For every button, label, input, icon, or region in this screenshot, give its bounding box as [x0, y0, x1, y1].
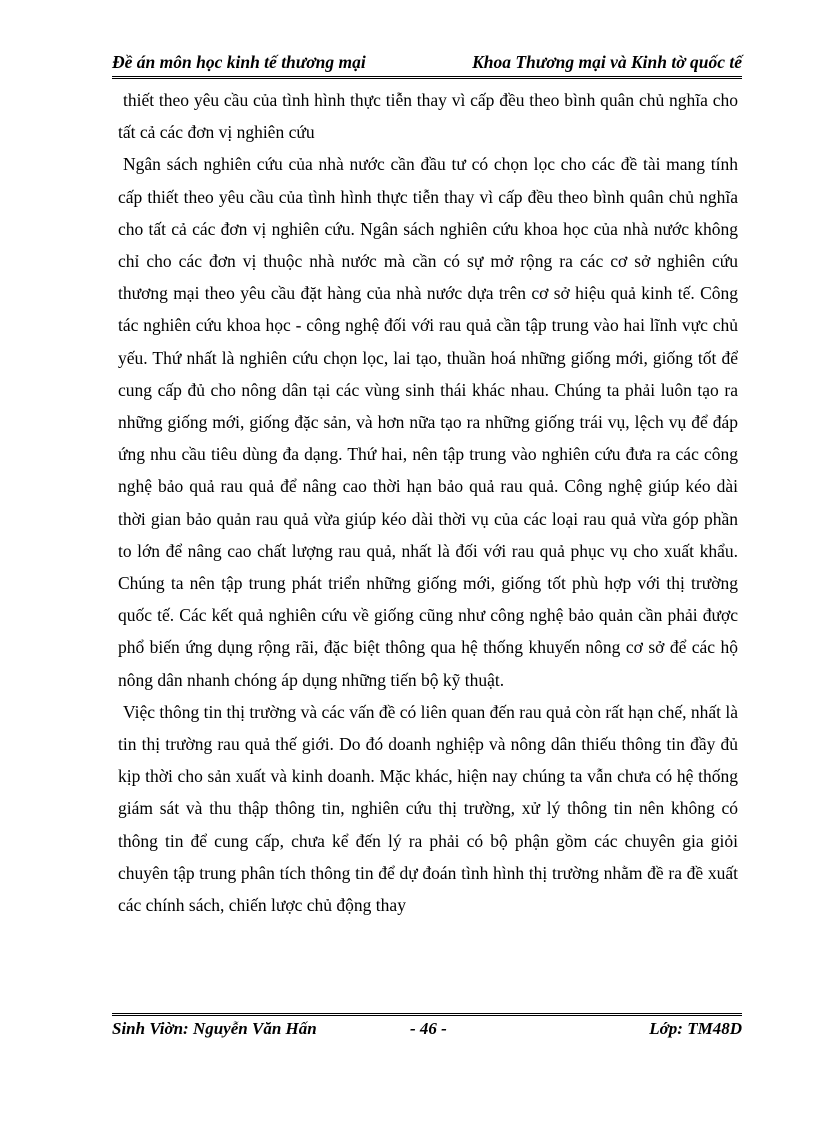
paragraph: thiết theo yêu cầu của tình hình thực tiễn thay vì cấp đều theo bình quân chủ nghĩa cho tất cả các đơn vị nghiên cứu — [118, 90, 738, 143]
footer-page-number: - 46 - — [410, 1019, 447, 1038]
header-course-title: Đề án môn học kinh tế thương mại — [112, 52, 366, 72]
page-header — [112, 50, 742, 79]
paragraph: Ngân sách nghiên cứu của nhà nước cần đầu tư có chọn lọc cho các đề tài mang tính cấp thiết theo yêu cầu của tình hình thực tiễn thay vì cấp đều theo bình quân chủ nghĩa cho tất cả các đơn vị nghiên cứu. Ngân sách nghiên cứu khoa học của nhà nước không chỉ cho các đơn vị thuộc nhà nước mà cần có sự mở rộng ra các cơ sở nghiên cứu thương mại theo yêu cầu đặt hàng của nhà nước dựa trên cơ sở hiệu quả kinh tế. Công tác nghiên cứu khoa học - công nghệ đối với rau quả cần tập trung vào hai lĩnh vực chủ yếu. Thứ nhất là nghiên cứu chọn lọc, lai tạo, thuần hoá những giống mới, giống tốt để cung cấp đủ cho nông dân tại các vùng sinh thái khác nhau. Chúng ta phải luôn tạo ra những giống mới, giống đặc sản, và hơn nữa tạo ra những giống trái vụ, lệch vụ để đáp ứng nhu cầu tiêu dùng đa dạng. Thứ hai, nên tập trung vào nghiên cứu đưa ra các công nghệ bảo quả rau quả để nâng cao thời hạn bảo quả rau quả. Công nghệ giúp kéo dài thời gian bảo quản rau quả vừa giúp kéo dài thời vụ của các loại rau quả vừa góp phần to lớn để nâng cao chất lượng rau quả, nhất là đối với rau quả phục vụ cho xuất khẩu. Chúng ta nên tập trung phát triển những giống mới, giống tốt phù hợp với thị trường quốc tế. Các kết quả nghiên cứu về giống cũng như công nghệ bảo quản cần phải được phổ biến ứng dụng rộng rãi, đặc biệt thông qua hệ thống khuyến nông cơ sở để các hộ nông dân nhanh chóng áp dụng những tiến bộ kỹ thuật. — [118, 154, 738, 690]
document-body — [118, 84, 738, 921]
header-faculty: Khoa Thương mại và Kinh tờ quốc tế — [472, 52, 742, 72]
footer-student-name: Sinh Viờn: Nguyễn Văn Hấn — [112, 1019, 317, 1038]
page-footer — [112, 1013, 742, 1042]
paragraph: Việc thông tin thị trường và các vấn đề có liên quan đến rau quả còn rất hạn chế, nhất là tin thị trường rau quả thế giới. Do đó doanh nghiệp và nông dân thiếu thông tin đầy đủ kịp thời cho sản xuất và kinh doanh. Mặc khác, hiện nay chúng ta vẫn chưa có hệ thống giám sát và thu thập thông tin, nghiên cứu thị trường, xử lý thông tin nên không có thông tin để cung cấp, chưa kể đến lý ra phải có bộ phận gồm các chuyên gia giỏi chuyên tập trung phân tích thông tin để dự đoán tình hình thị trường nhằm đề ra đề xuất các chính sách, chiến lược chủ động thay — [118, 701, 738, 916]
footer-class: Lớp: TM48D — [649, 1019, 742, 1038]
